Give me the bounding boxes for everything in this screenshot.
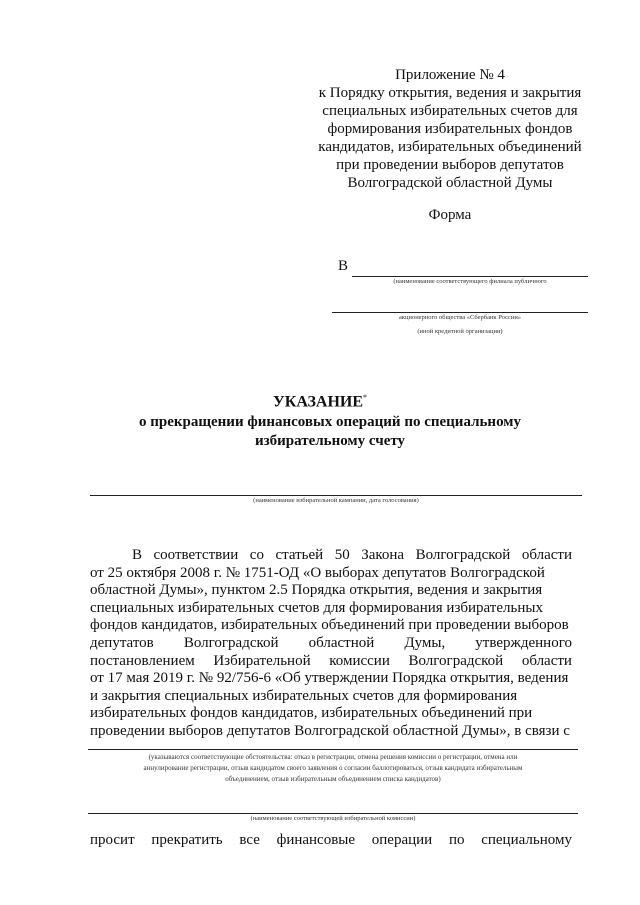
body-line: и закрытия специальных избирательных счетов для формирования xyxy=(90,687,518,704)
appendix-line: при проведении выборов депутатов xyxy=(336,157,564,173)
reasons-caption xyxy=(88,752,578,785)
appendix-line: Волгоградской областной Думы xyxy=(347,175,553,191)
body-line: от 17 мая 2019 г. № 92/756-6 «Об утверждении Порядка открытия, ведения xyxy=(90,670,569,687)
bank-fill-line-2 xyxy=(332,312,588,313)
campaign-fill-line xyxy=(90,495,582,496)
body-line: от 25 октября 2008 г. № 1751-ОД «О выборах депутатов Волгоградской xyxy=(90,564,545,581)
form-label: Форма xyxy=(428,207,472,223)
body-line: постановлением Избирательной комиссии Волгоградской области xyxy=(90,652,572,669)
bank-caption-3: (иной кредитной организации) xyxy=(417,328,503,335)
subtitle-line: избирательному счету xyxy=(254,433,406,449)
body-line: специальных избирательных счетов для формирования избирательных xyxy=(90,599,543,616)
reasons-caption-line: аннулирование регистрации, отзыв кандидатом своего заявления о согласии баллотироваться, отзыв кандидата избирательным xyxy=(143,764,523,772)
reasons-caption-line: (указываются соответствующие обстоятельства: отказ в регистрации, отмена решения комиссии о регистрации, отмена или xyxy=(148,753,518,761)
body-continuation-line: просит прекратить все финансовые операции по специальному xyxy=(90,832,572,848)
body-line: депутатов Волгоградской областной Думы, утвержденного xyxy=(90,634,572,651)
bank-prefix: В xyxy=(338,258,349,274)
appendix-line: специальных избирательных счетов для xyxy=(322,103,578,119)
bank-fill-line-1 xyxy=(352,276,588,277)
title-text: УКАЗАНИЕ xyxy=(272,393,364,411)
body-line: областной Думы», пунктом 2.5 Порядка открытия, ведения и закрытия xyxy=(90,582,543,599)
bank-caption-1: (наименование соответствующего филиала публичного xyxy=(393,278,547,285)
appendix-line: формирования избирательных фондов xyxy=(327,121,573,137)
document-subtitle xyxy=(110,413,550,451)
footnote-mark: * xyxy=(363,393,368,402)
body-line: избирательных фондов кандидатов, избирательных объединений при xyxy=(90,705,533,722)
body-line: фондов кандидатов, избирательных объединений при проведении выборов xyxy=(90,617,569,634)
campaign-caption: (наименование избирательной кампании, дата голосования) xyxy=(253,497,419,504)
body-paragraph xyxy=(90,547,572,741)
bank-caption-2: акционерного общества «Сбербанк России» xyxy=(398,314,522,321)
reasons-fill-line xyxy=(88,749,578,750)
appendix-header xyxy=(300,66,600,192)
reasons-caption-line: объединением, отзыв избирательным объединением списка кандидатов) xyxy=(225,775,441,783)
subtitle-line: о прекращении финансовых операций по специальному xyxy=(138,414,522,430)
appendix-line: к Порядку открытия, ведения и закрытия xyxy=(318,85,582,101)
body-line: проведении выборов депутатов Волгоградской областной Думы», в связи с xyxy=(90,722,570,739)
appendix-line: кандидатов, избирательных объединений xyxy=(318,139,582,155)
commission-fill-line xyxy=(88,813,578,814)
body-line: В соответствии со статьей 50 Закона Волгоградской области xyxy=(132,547,572,563)
appendix-line: Приложение № 4 xyxy=(395,67,505,83)
commission-caption: (наименование соответствующей избирательной комиссии) xyxy=(250,815,416,822)
document-title xyxy=(0,393,640,411)
